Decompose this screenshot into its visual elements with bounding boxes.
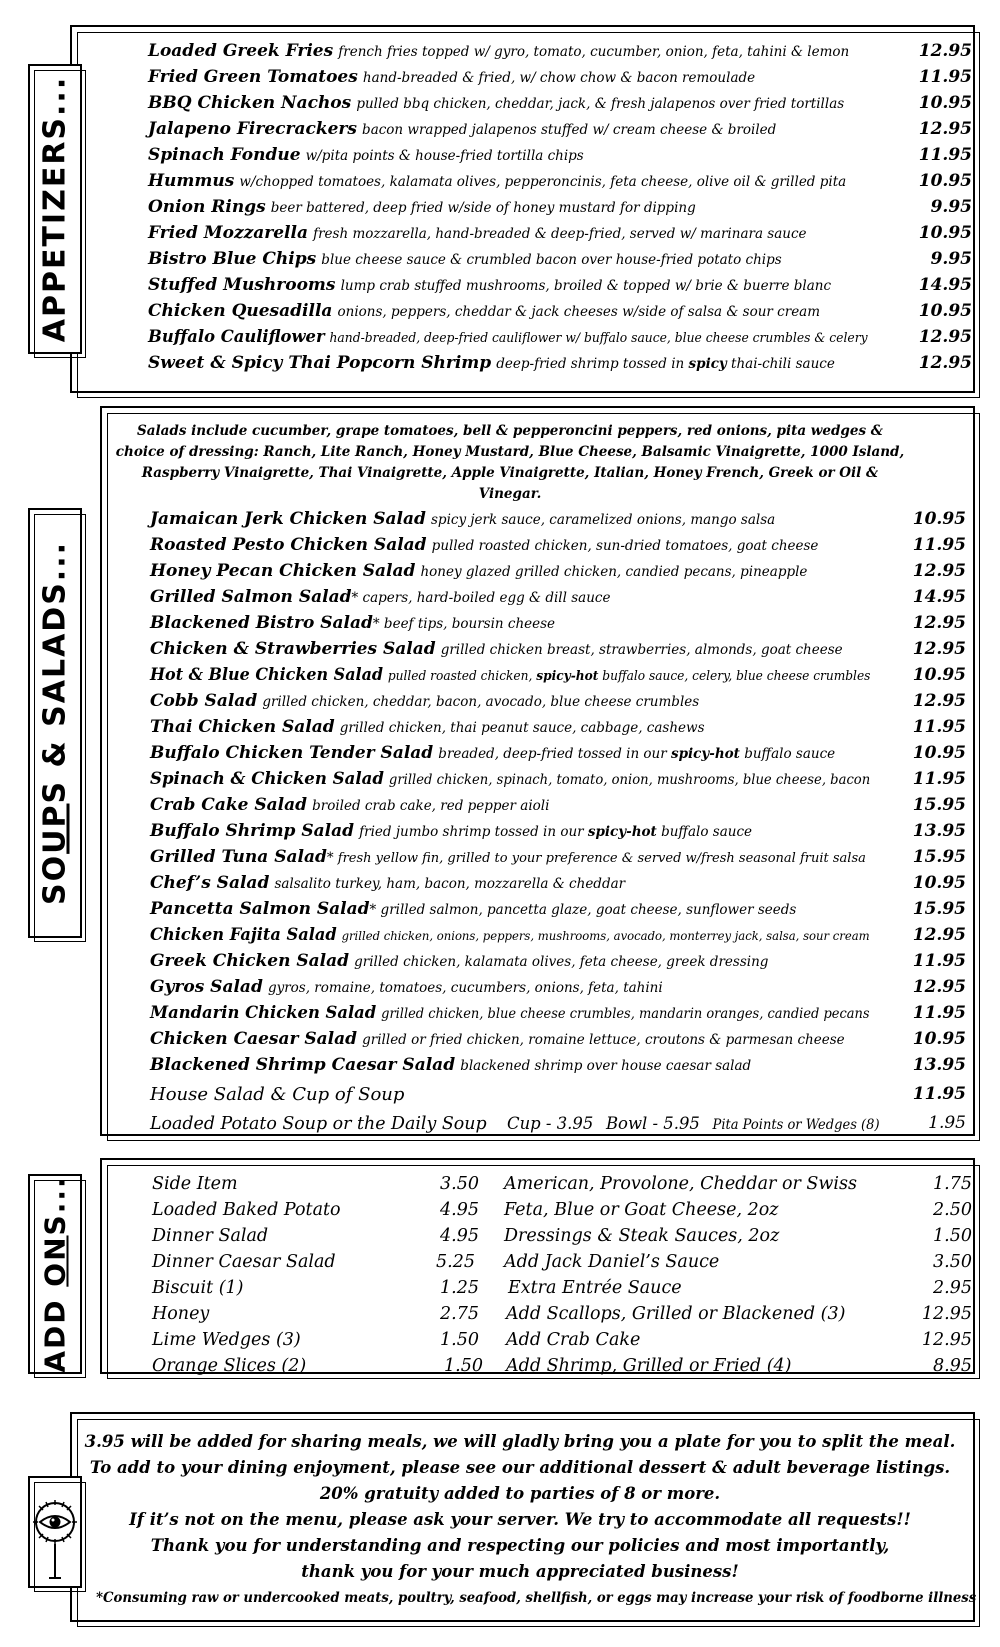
addon-price: 1.75 [933,1174,972,1194]
menu-item: Greek Chicken Salad grilled chicken, kalamata olives, feta cheese, greek dressing [150,951,769,971]
addon-name: American, Provolone, Cheddar or Swiss [504,1174,857,1194]
addon-name: Dinner Salad [152,1226,269,1246]
appetizers-tab-label: APPETIZERS... [37,75,73,343]
item-price: 10.95 [912,1029,966,1049]
addon-name: Honey [152,1304,210,1324]
addon-name: Dressings & Steak Sauces, 2oz [504,1226,780,1246]
addon-price: 2.50 [933,1200,972,1220]
menu-item: Loaded Greek Fries french fries topped w/ gyro, tomato, cucumber, onion, feta, tahini & lemon [148,41,850,61]
item-price: 10.95 [912,873,966,893]
item-price: 10.95 [918,93,972,113]
item-price: 10.95 [918,301,972,321]
salads-intro [110,421,910,505]
item-price: 11.95 [912,1084,966,1104]
item-price: 10.95 [912,509,966,529]
menu-item: Hummus w/chopped tomatoes, kalamata olives, pepperoncinis, feta cheese, olive oil & grilled pita [148,171,847,191]
menu-item: Onion Rings beer battered, deep fried w/side of honey mustard for dipping [148,197,696,217]
addon-name: Lime Wedges (3) [152,1330,301,1350]
addon-price: 1.25 [440,1278,479,1298]
appetizers-tab [28,64,82,354]
addon-price: 1.50 [444,1356,483,1376]
footer-line: 20% gratuity added to parties of 8 or more. [319,1484,721,1503]
addon-price: 3.50 [933,1252,972,1272]
menu-item: Hot & Blue Chicken Salad pulled roasted chicken, spicy-hot buffalo sauce, celery, blue cheese crumbles [150,665,871,685]
menu-item: Sweet & Spicy Thai Popcorn Shrimp deep-fried shrimp tossed in spicy thai-chili sauce [148,353,835,373]
addons-tab [28,1174,82,1374]
menu-item: Chef’s Salad salsalito turkey, ham, bacon, mozzarella & cheddar [150,873,626,893]
soup-name: Loaded Potato Soup or the Daily Soup [150,1113,487,1134]
pita-price: 1.95 [928,1113,966,1133]
addon-name: Extra Entrée Sauce [508,1278,682,1298]
item-price: 10.95 [918,171,972,191]
footer-icon-tab [28,1476,82,1588]
item-price: 15.95 [912,795,966,815]
soup-cup: Cup - 3.95 [507,1114,594,1134]
footer-disclaimer: *Consuming raw or undercooked meats, poultry, seafood, shellfish, or eggs may increase your risk of foodborne illness [96,1590,977,1606]
menu-item: Gyros Salad gyros, romaine, tomatoes, cucumbers, onions, feta, tahini [150,977,663,997]
menu-item: Buffalo Cauliflower hand-breaded, deep-fried cauliflower w/ buffalo sauce, blue cheese crumbles & celery [148,327,868,347]
item-price: 15.95 [912,847,966,867]
intro-line: Salads include cucumber, grape tomatoes, bell & pepperoncini peppers, red onions, pita wedges & [137,423,883,439]
menu-item: Jamaican Jerk Chicken Salad spicy jerk sauce, caramelized onions, mango salsa [150,509,776,529]
menu-item: Spinach & Chicken Salad grilled chicken, spinach, tomato, onion, mushrooms, blue cheese, bacon [150,769,871,789]
addon-name: Dinner Caesar Salad [152,1252,336,1272]
menu-item: Blackened Bistro Salad* beef tips, boursin cheese [150,613,556,633]
footer-line: To add to your dining enjoyment, please see our additional dessert & adult beverage listings. [89,1458,951,1477]
item-price: 11.95 [918,145,972,165]
item-price: 12.95 [912,639,966,659]
menu-item: Chicken & Strawberries Salad grilled chicken breast, strawberries, almonds, goat cheese [150,639,843,659]
addon-price: 8.95 [933,1356,972,1376]
item-price: 9.95 [930,249,972,269]
addon-name: Side Item [152,1174,238,1194]
intro-line: choice of dressing: Ranch, Lite Ranch, Honey Mustard, Blue Cheese, Balsamic Vinaigrette, 1000 Island, [115,444,905,460]
item-price: 10.95 [912,665,966,685]
footer-line: thank you for your much appreciated business! [301,1562,739,1581]
menu-item: Buffalo Shrimp Salad fried jumbo shrimp tossed in our spicy-hot buffalo sauce [150,821,752,841]
item-price: 11.95 [912,769,966,789]
item-price: 14.95 [918,275,972,295]
item-price: 15.95 [912,899,966,919]
item-price: 10.95 [918,223,972,243]
menu-item: Spinach Fondue w/pita points & house-fried tortilla chips [148,145,584,165]
addon-name: Add Shrimp, Grilled or Fried (4) [506,1356,792,1376]
menu-item: Cobb Salad grilled chicken, cheddar, bacon, avocado, blue cheese crumbles [150,691,700,711]
menu-item: Roasted Pesto Chicken Salad pulled roasted chicken, sun-dried tomatoes, goat cheese [150,535,819,555]
addon-name: Add Jack Daniel’s Sauce [504,1252,720,1272]
addon-price: 5.25 [436,1252,475,1272]
soup-row [150,1113,880,1134]
menu-item: Grilled Salmon Salad* capers, hard-boiled egg & dill sauce [150,587,611,607]
addon-name: Add Scallops, Grilled or Blackened (3) [506,1304,846,1324]
item-price: 9.95 [930,197,972,217]
item-price: 12.95 [918,41,972,61]
menu-item: Buffalo Chicken Tender Salad breaded, deep-fried tossed in our spicy-hot buffalo sauce [150,743,836,763]
menu-item: Blackened Shrimp Caesar Salad blackened shrimp over house caesar salad [150,1055,752,1075]
addon-price: 2.75 [440,1304,479,1324]
menu-item: House Salad & Cup of Soup [150,1084,405,1105]
footer-line: 3.95 will be added for sharing meals, we will gladly bring you a plate for you to split the meal. [84,1432,956,1451]
addon-price: 4.95 [440,1200,479,1220]
item-price: 12.95 [912,977,966,997]
pita-label: Pita Points or Wedges (8) [712,1117,880,1133]
intro-line: Raspberry Vinaigrette, Thai Vinaigrette, Apple Vinaigrette, Italian, Honey French, Greek or Oil & Vinegar. [141,465,879,502]
addon-price: 3.50 [440,1174,479,1194]
menu-item: Pancetta Salmon Salad* grilled salmon, pancetta glaze, goat cheese, sunflower seeds [150,899,797,919]
salads-tab [28,508,82,938]
menu-item: Jalapeno Firecrackers bacon wrapped jalapenos stuffed w/ cream cheese & broiled [148,119,777,139]
menu-item: Mandarin Chicken Salad grilled chicken, blue cheese crumbles, mandarin oranges, candied pecans [150,1003,870,1023]
addon-name: Feta, Blue or Goat Cheese, 2oz [504,1200,779,1220]
addon-name: Biscuit (1) [152,1278,244,1298]
menu-item: Fried Green Tomatoes hand-breaded & fried, w/ chow chow & bacon remoulade [148,67,756,87]
item-price: 11.95 [912,535,966,555]
menu-item: Honey Pecan Chicken Salad honey glazed grilled chicken, candied pecans, pineapple [150,561,808,581]
addon-price: 12.95 [921,1330,972,1350]
addon-price: 4.95 [440,1226,479,1246]
addon-price: 2.95 [933,1278,972,1298]
menu-item: Thai Chicken Salad grilled chicken, thai peanut sauce, cabbage, cashews [150,717,705,737]
menu-item: Chicken Fajita Salad grilled chicken, onions, peppers, mushrooms, avocado, monterrey jack, salsa, sour cream [150,925,870,945]
footer-line: If it’s not on the menu, please ask your server. We try to accommodate all requests!! [129,1510,911,1529]
item-price: 14.95 [912,587,966,607]
menu-item: Crab Cake Salad broiled crab cake, red pepper aioli [150,795,550,815]
item-price: 12.95 [918,119,972,139]
soup-bowl: Bowl - 5.95 [605,1114,700,1134]
eye-icon [30,1478,80,1586]
menu-item: BBQ Chicken Nachos pulled bbq chicken, cheddar, jack, & fresh jalapenos over fried tortillas [148,93,845,113]
footer-line: Thank you for understanding and respecting our policies and most importantly, [150,1536,890,1555]
item-price: 12.95 [912,613,966,633]
addon-name: Orange Slices (2) [152,1356,307,1376]
item-price: 13.95 [912,821,966,841]
addon-price: 1.50 [933,1226,972,1246]
item-price: 12.95 [912,561,966,581]
addons-tab-label: ADD ONS... [38,1175,72,1373]
item-price: 11.95 [918,67,972,87]
addon-name: Loaded Baked Potato [152,1200,341,1220]
item-price: 12.95 [912,691,966,711]
item-price: 11.95 [912,1003,966,1023]
item-price: 13.95 [912,1055,966,1075]
menu-item: Bistro Blue Chips blue cheese sauce & crumbled bacon over house-fried potato chips [148,249,782,269]
item-price: 11.95 [912,951,966,971]
item-price: 11.95 [912,717,966,737]
salads-tab-label: SOUPS & SALADS... [37,541,73,905]
addon-price: 1.50 [440,1330,479,1350]
menu-item: Grilled Tuna Salad* fresh yellow fin, grilled to your preference & served w/fresh seasonal fruit salsa [150,847,866,867]
addon-price: 12.95 [921,1304,972,1324]
addon-name: Add Crab Cake [506,1330,641,1350]
menu-item: Stuffed Mushrooms lump crab stuffed mushrooms, broiled & topped w/ brie & buerre blanc [148,275,832,295]
menu-item: Chicken Caesar Salad grilled or fried chicken, romaine lettuce, croutons & parmesan cheese [150,1029,845,1049]
item-price: 12.95 [918,353,972,373]
menu-item: Chicken Quesadilla onions, peppers, cheddar & jack cheeses w/side of salsa & sour cream [148,301,821,321]
item-price: 10.95 [912,743,966,763]
item-price: 12.95 [912,925,966,945]
menu-item: Fried Mozzarella fresh mozzarella, hand-breaded & deep-fried, served w/ marinara sauce [148,223,807,243]
item-price: 12.95 [918,327,972,347]
